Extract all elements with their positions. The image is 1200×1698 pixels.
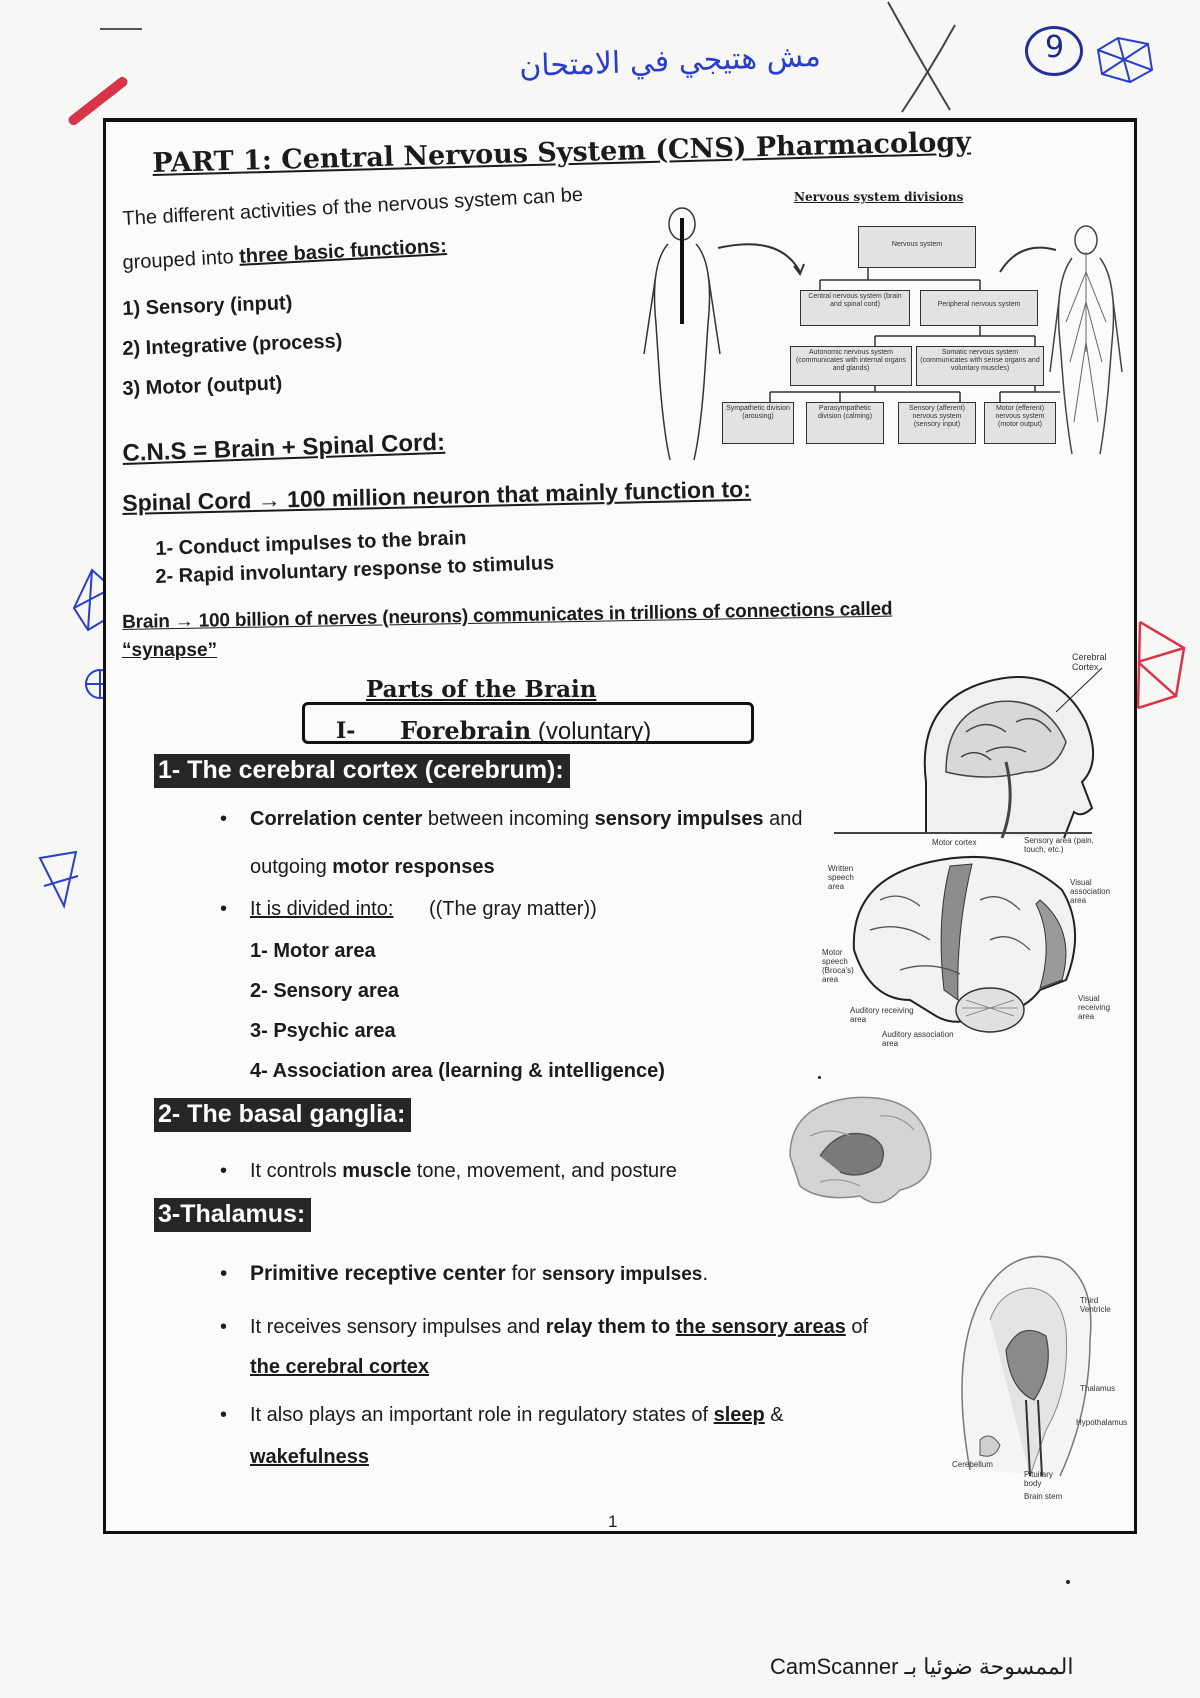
- spinal-point: 2- Rapid involuntary response to stimulus: [155, 552, 555, 588]
- cerebral-cortex-label: Cerebral Cortex: [1072, 652, 1107, 672]
- stray-dot: [1066, 1580, 1070, 1584]
- label-pituitary-body: Pituitary body: [1024, 1470, 1053, 1488]
- thalamus-bullet-1: [250, 1262, 708, 1286]
- function-item: 1) Sensory (input): [122, 292, 293, 320]
- cns-heading: C.N.S = Brain + Spinal Cord:: [122, 428, 446, 467]
- spinal-cord-heading: Spinal Cord → 100 million neuron that mainly function to:: [122, 475, 752, 516]
- label-written-speech: Written speech area: [828, 864, 854, 891]
- label-third-ventricle: Third Ventricle: [1080, 1296, 1111, 1314]
- label-visual-association: Visual association area: [1070, 878, 1111, 905]
- label-brain-stem: Brain stem: [1024, 1492, 1063, 1501]
- page-number: 1: [608, 1512, 618, 1531]
- cortex-area: 2- Sensory area: [250, 980, 399, 1002]
- label-auditory-receiving: Auditory receiving area: [850, 1006, 914, 1024]
- cross-mark: [880, 0, 970, 120]
- arabic-handwritten-note: مش هتيجي في الامتحان: [518, 38, 822, 85]
- plain-text: tone, movement, and posture: [411, 1160, 677, 1182]
- brain-line: Brain → 100 billion of nerves (neurons) communicates in trillions of connections called: [122, 598, 893, 633]
- basal-bullet: [250, 1160, 677, 1183]
- bold-text: motor responses: [332, 856, 495, 878]
- thalamus-bullet-3-line-2: wakefulness: [250, 1446, 369, 1468]
- sleep-text: sleep: [713, 1404, 765, 1426]
- nervous-divisions-title: Nervous system divisions: [794, 190, 964, 204]
- plain-text: outgoing: [250, 856, 333, 878]
- right-red-doodle: [1130, 616, 1190, 712]
- brain-sagittal-figure: [906, 662, 1106, 842]
- label-sensory-area: Sensory area (pain, touch, etc.): [1024, 836, 1094, 854]
- label-motor-cortex: Motor cortex: [932, 838, 977, 847]
- cortex-bullet-1-line-2: [250, 856, 495, 879]
- bold-text: muscle: [342, 1160, 412, 1182]
- forebrain-note: (voluntary): [537, 718, 652, 745]
- plain-text: for: [505, 1262, 542, 1285]
- thalamus-heading: 3-Thalamus:: [154, 1198, 311, 1232]
- cerebral-cortex-heading: 1- The cerebral cortex (cerebrum):: [154, 754, 570, 788]
- plain-text: of: [845, 1316, 869, 1338]
- thalamus-bullet-2-line-2: the cerebral cortex: [250, 1356, 429, 1378]
- box-motor: Motor (efferent) nervous system (motor output): [984, 402, 1056, 444]
- function-item: 3) Motor (output): [122, 372, 283, 400]
- box-ans: Autonomic nervous system (communicates with internal organs and glands): [790, 346, 912, 386]
- plain-text: between incoming: [422, 808, 595, 830]
- bold-text: Correlation center: [250, 808, 423, 830]
- box-parasympathetic: Parasympathetic division (calming): [806, 402, 884, 444]
- parts-of-brain-heading: Parts of the Brain: [366, 676, 597, 703]
- basal-ganglia-figure: [780, 1086, 940, 1216]
- label-hypothalamus: Hypothalamus: [1076, 1418, 1128, 1427]
- plain-text: It also plays an important role in regulatory states of: [250, 1404, 714, 1426]
- bold-text: sensory impulses: [594, 808, 764, 830]
- lobes-top-rule: [834, 832, 1092, 834]
- page-title: PART 1: Central Nervous System (CNS) Pharmacology: [152, 126, 972, 179]
- box-pns: Peripheral nervous system: [920, 290, 1038, 326]
- thalamus-bullet-3: [250, 1404, 784, 1427]
- intro-line-2-text: grouped into: [122, 245, 240, 274]
- label-thalamus: Thalamus: [1080, 1384, 1116, 1393]
- plain-text: &: [764, 1404, 784, 1426]
- plain-text: .: [702, 1262, 709, 1285]
- bold-text: sensory impulses: [541, 1264, 703, 1285]
- bold-text: Primitive receptive center: [250, 1262, 506, 1285]
- thalamus-bullet-2: [250, 1316, 868, 1339]
- cortex-area: 4- Association area (learning & intelligence): [250, 1060, 665, 1082]
- label-visual-receiving: Visual receiving area: [1078, 994, 1111, 1021]
- camscanner-arabic-label: الممسوحة ضوئيا بـ: [904, 1654, 1074, 1679]
- sensory-areas-text: the sensory areas: [675, 1316, 846, 1338]
- gray-matter-note: ((The gray matter)): [428, 898, 597, 920]
- cortex-area: 1- Motor area: [250, 940, 376, 962]
- top-left-scribble: [100, 28, 142, 30]
- forebrain-label-text: Forebrain: [400, 716, 532, 745]
- cortex-area: 3- Psychic area: [250, 1020, 396, 1042]
- cortex-bullet-1: [250, 808, 803, 831]
- cortex-bullet-2: [250, 898, 597, 921]
- label-auditory-association: Auditory association area: [882, 1030, 954, 1048]
- forebrain-number: I-: [336, 718, 356, 744]
- spinal-point: 1- Conduct impulses to the brain: [155, 527, 467, 560]
- label-motor-speech: Motor speech (Broca's) area: [822, 948, 854, 984]
- thalamus-figure: [950, 1240, 1100, 1480]
- left-pen-doodle-3: [34, 846, 84, 916]
- synapse-term: “synapse”: [122, 640, 218, 661]
- plain-text: It controls: [250, 1160, 343, 1182]
- box-nervous-system: Nervous system: [858, 226, 976, 268]
- camscanner-app-label: CamScanner: [770, 1654, 899, 1679]
- label-cerebellum: Cerebellum: [952, 1460, 993, 1469]
- box-sns: Somatic nervous system (communicates with sense organs and voluntary muscles): [916, 346, 1044, 386]
- forebrain-label: [400, 716, 651, 746]
- human-figure-right: [1046, 222, 1126, 458]
- intro-line-1: The different activities of the nervous system can be: [122, 183, 584, 230]
- camscanner-footer: [770, 1654, 1073, 1680]
- bold-text: relay them to: [545, 1316, 676, 1338]
- box-cns: Central nervous system (brain and spinal cord): [800, 290, 910, 326]
- stray-dot: [818, 1076, 821, 1079]
- three-basic-functions: three basic functions:: [238, 235, 448, 268]
- box-sympathetic: Sympathetic division (arousing): [722, 402, 794, 444]
- scribble-cube-icon: [1090, 30, 1160, 90]
- box-sensory: Sensory (afferent) nervous system (sensory input): [898, 402, 976, 444]
- plain-text: It receives sensory impulses and: [250, 1316, 546, 1338]
- basal-ganglia-heading: 2- The basal ganglia:: [154, 1098, 411, 1132]
- circled-number-text: 9: [1045, 30, 1065, 65]
- plain-text: and: [763, 808, 803, 830]
- divided-into-label: It is divided into:: [250, 898, 394, 920]
- function-item: 2) Integrative (process): [122, 330, 343, 360]
